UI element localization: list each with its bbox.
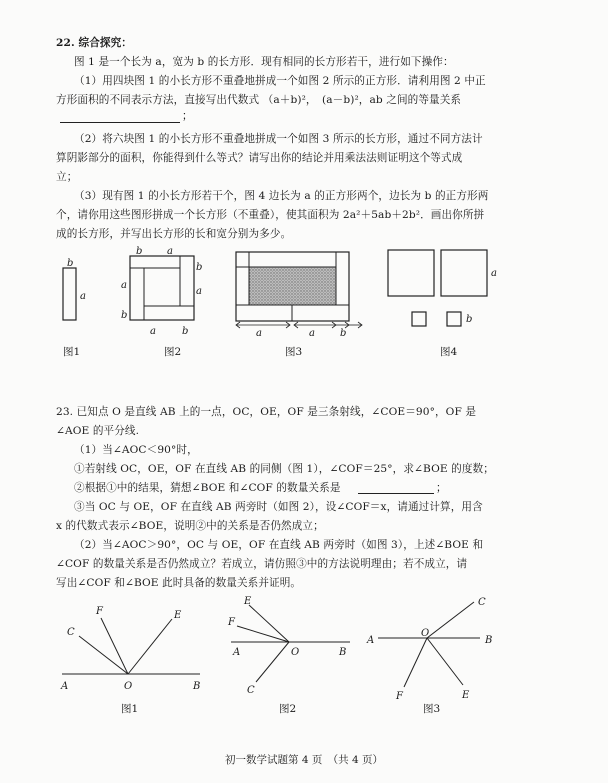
q22-fig4-caption: 图4: [440, 346, 458, 358]
q22-part1-line3: ；: [182, 110, 193, 122]
q23-fig3-C: C: [478, 597, 486, 608]
fig2-label-a-right: a: [196, 286, 202, 297]
fig1-label-a: a: [80, 291, 86, 302]
fig3-label-b: b: [340, 328, 347, 339]
q23-s1b: ②根据①中的结果，猜想∠BOE 和∠COF 的数量关系是: [74, 482, 341, 494]
fig3-label-a2: a: [309, 328, 315, 339]
page-footer: 初一数学试题第 4 页 （共 4 页）: [225, 754, 383, 766]
q23-s1c-line1: ③当 OC 与 OE，OF 在直线 AB 两旁时（如图 2），设∠COF＝x，请通过计算，用含: [74, 501, 483, 513]
q23-s2-line3: 写出∠COF 和∠BOE 此时具备的数量关系并证明。: [56, 577, 302, 589]
q22-fig1-rectangle: [63, 258, 86, 320]
q22-fig1-caption: 图1: [63, 346, 81, 358]
q22-part3-line3: 成的长方形，并写出长方形的长和宽分别为多少。: [56, 228, 292, 240]
q22-fig4-squares: [388, 250, 497, 326]
q23-s1c-line2: x 的代数式表示∠BOE，说明②中的关系是否仍然成立；: [56, 520, 324, 532]
q23-s1a: ①若射线 OC，OE，OF 在直线 AB 的同侧（图 1），∠COF＝25°，求∠BOE 的度数；: [74, 463, 494, 475]
q22-part3-line2: 个，请你用这些图形拼成一个长方形（不重叠），使其面积为 2a²＋5ab＋2b²．画出你所拼: [56, 209, 485, 221]
q23-fig2-F: F: [228, 617, 235, 628]
q22-fig2-square: [121, 246, 202, 337]
q23-fig1-caption: 图1: [121, 703, 139, 715]
q23-fig2-B: B: [339, 647, 347, 658]
q22-part1-line2: 方形面积的不同表示方法，直接写出代数式 （a＋b)²， (a－b)²，ab 之间的等量关系: [56, 94, 462, 106]
q23-line1: 23. 已知点 O 是直线 AB 上的一点，OC，OE，OF 是三条射线，∠COE＝90°，OF 是: [56, 406, 477, 418]
fig2-label-a-bottom: a: [150, 326, 156, 337]
fig1-label-b: b: [67, 258, 74, 269]
q22-answer-blank[interactable]: [60, 122, 180, 123]
fig3-label-a1: a: [256, 328, 262, 339]
q22-figures: [0, 242, 608, 362]
q22-intro: 图 1 是一个长为 a，宽为 b 的长方形．现有相同的长方形若干，进行如下操作：: [74, 56, 454, 68]
q22-title: 22. 综合探究：: [56, 37, 132, 49]
q23-s2-line2: ∠COF 的数量关系是否仍然成立？若成立，请仿照③中的方法说明理由；若不成立，请: [56, 558, 468, 570]
q23-fig1-C: C: [67, 627, 75, 638]
q23-fig3-F: F: [396, 691, 403, 702]
q23-s1b-end: ；: [436, 482, 447, 494]
q23-fig1-B: B: [193, 681, 201, 692]
fig2-label-b-right: b: [196, 262, 203, 273]
q23-fig3-caption: 图3: [423, 703, 441, 715]
q23-fig2: [231, 605, 350, 682]
q23-figures: [0, 592, 608, 722]
fig4-label-a: a: [491, 268, 497, 279]
q23-fig2-O: O: [291, 647, 300, 658]
q22-part2-line3: 立；: [56, 171, 78, 183]
q23-fig1-F: F: [96, 606, 103, 617]
fig2-label-b-top: b: [136, 246, 143, 257]
q23-fig2-C: C: [247, 685, 255, 696]
q23-fig2-caption: 图2: [279, 703, 297, 715]
q23-fig3-A: A: [367, 635, 375, 646]
q22-part2-line2: 算阴影部分的面积，你能得到什么等式？请写出你的结论并用乘法法则证明这个等式成: [56, 152, 463, 164]
q23-fig3-B: B: [485, 635, 493, 646]
q23-fig2-A: A: [233, 647, 241, 658]
q23-fig3-E: E: [462, 690, 470, 701]
fig4-label-b: b: [466, 314, 473, 325]
q23-fig1-O: O: [124, 681, 133, 692]
q23-answer-blank[interactable]: [358, 493, 434, 494]
fig2-label-a-left: a: [121, 280, 127, 291]
q23-fig1: [62, 618, 200, 674]
q22-part1-line1: （1）用四块图 1 的小长方形不重叠地拼成一个如图 2 所示的正方形．请利用图 2 中正: [74, 75, 486, 87]
fig2-label-b-bottom: b: [182, 326, 189, 337]
q22-fig2-caption: 图2: [164, 346, 182, 358]
q23-s2-line1: （2）当∠AOC＞90°，OC 与 OE，OF 在直线 AB 两旁时（如图 3），上述∠BOE 和: [74, 539, 484, 551]
q22-part3-line1: （3）现有图 1 的小长方形若干个，图 4 边长为 a 的正方形两个，边长为 b 的正方形两: [74, 190, 489, 202]
q23-fig3-O: O: [421, 628, 430, 639]
q23-fig2-E: E: [244, 596, 252, 607]
fig2-label-a-top: a: [167, 246, 173, 257]
q22-part2-line1: （2）将六块图 1 的小长方形不重叠地拼成一个如图 3 所示的长方形，通过不同方法计: [74, 133, 483, 145]
q23-fig1-A: A: [61, 681, 69, 692]
q23-fig1-E: E: [174, 610, 182, 621]
q23-s1: （1）当∠AOC＜90°时，: [74, 444, 198, 456]
fig2-label-b-left: b: [121, 310, 128, 321]
q22-fig3-rectangle: [236, 252, 362, 339]
q23-line2: ∠AOE 的平分线.: [56, 425, 140, 437]
q23-fig3: [378, 602, 480, 687]
q22-fig3-caption: 图3: [285, 346, 303, 358]
